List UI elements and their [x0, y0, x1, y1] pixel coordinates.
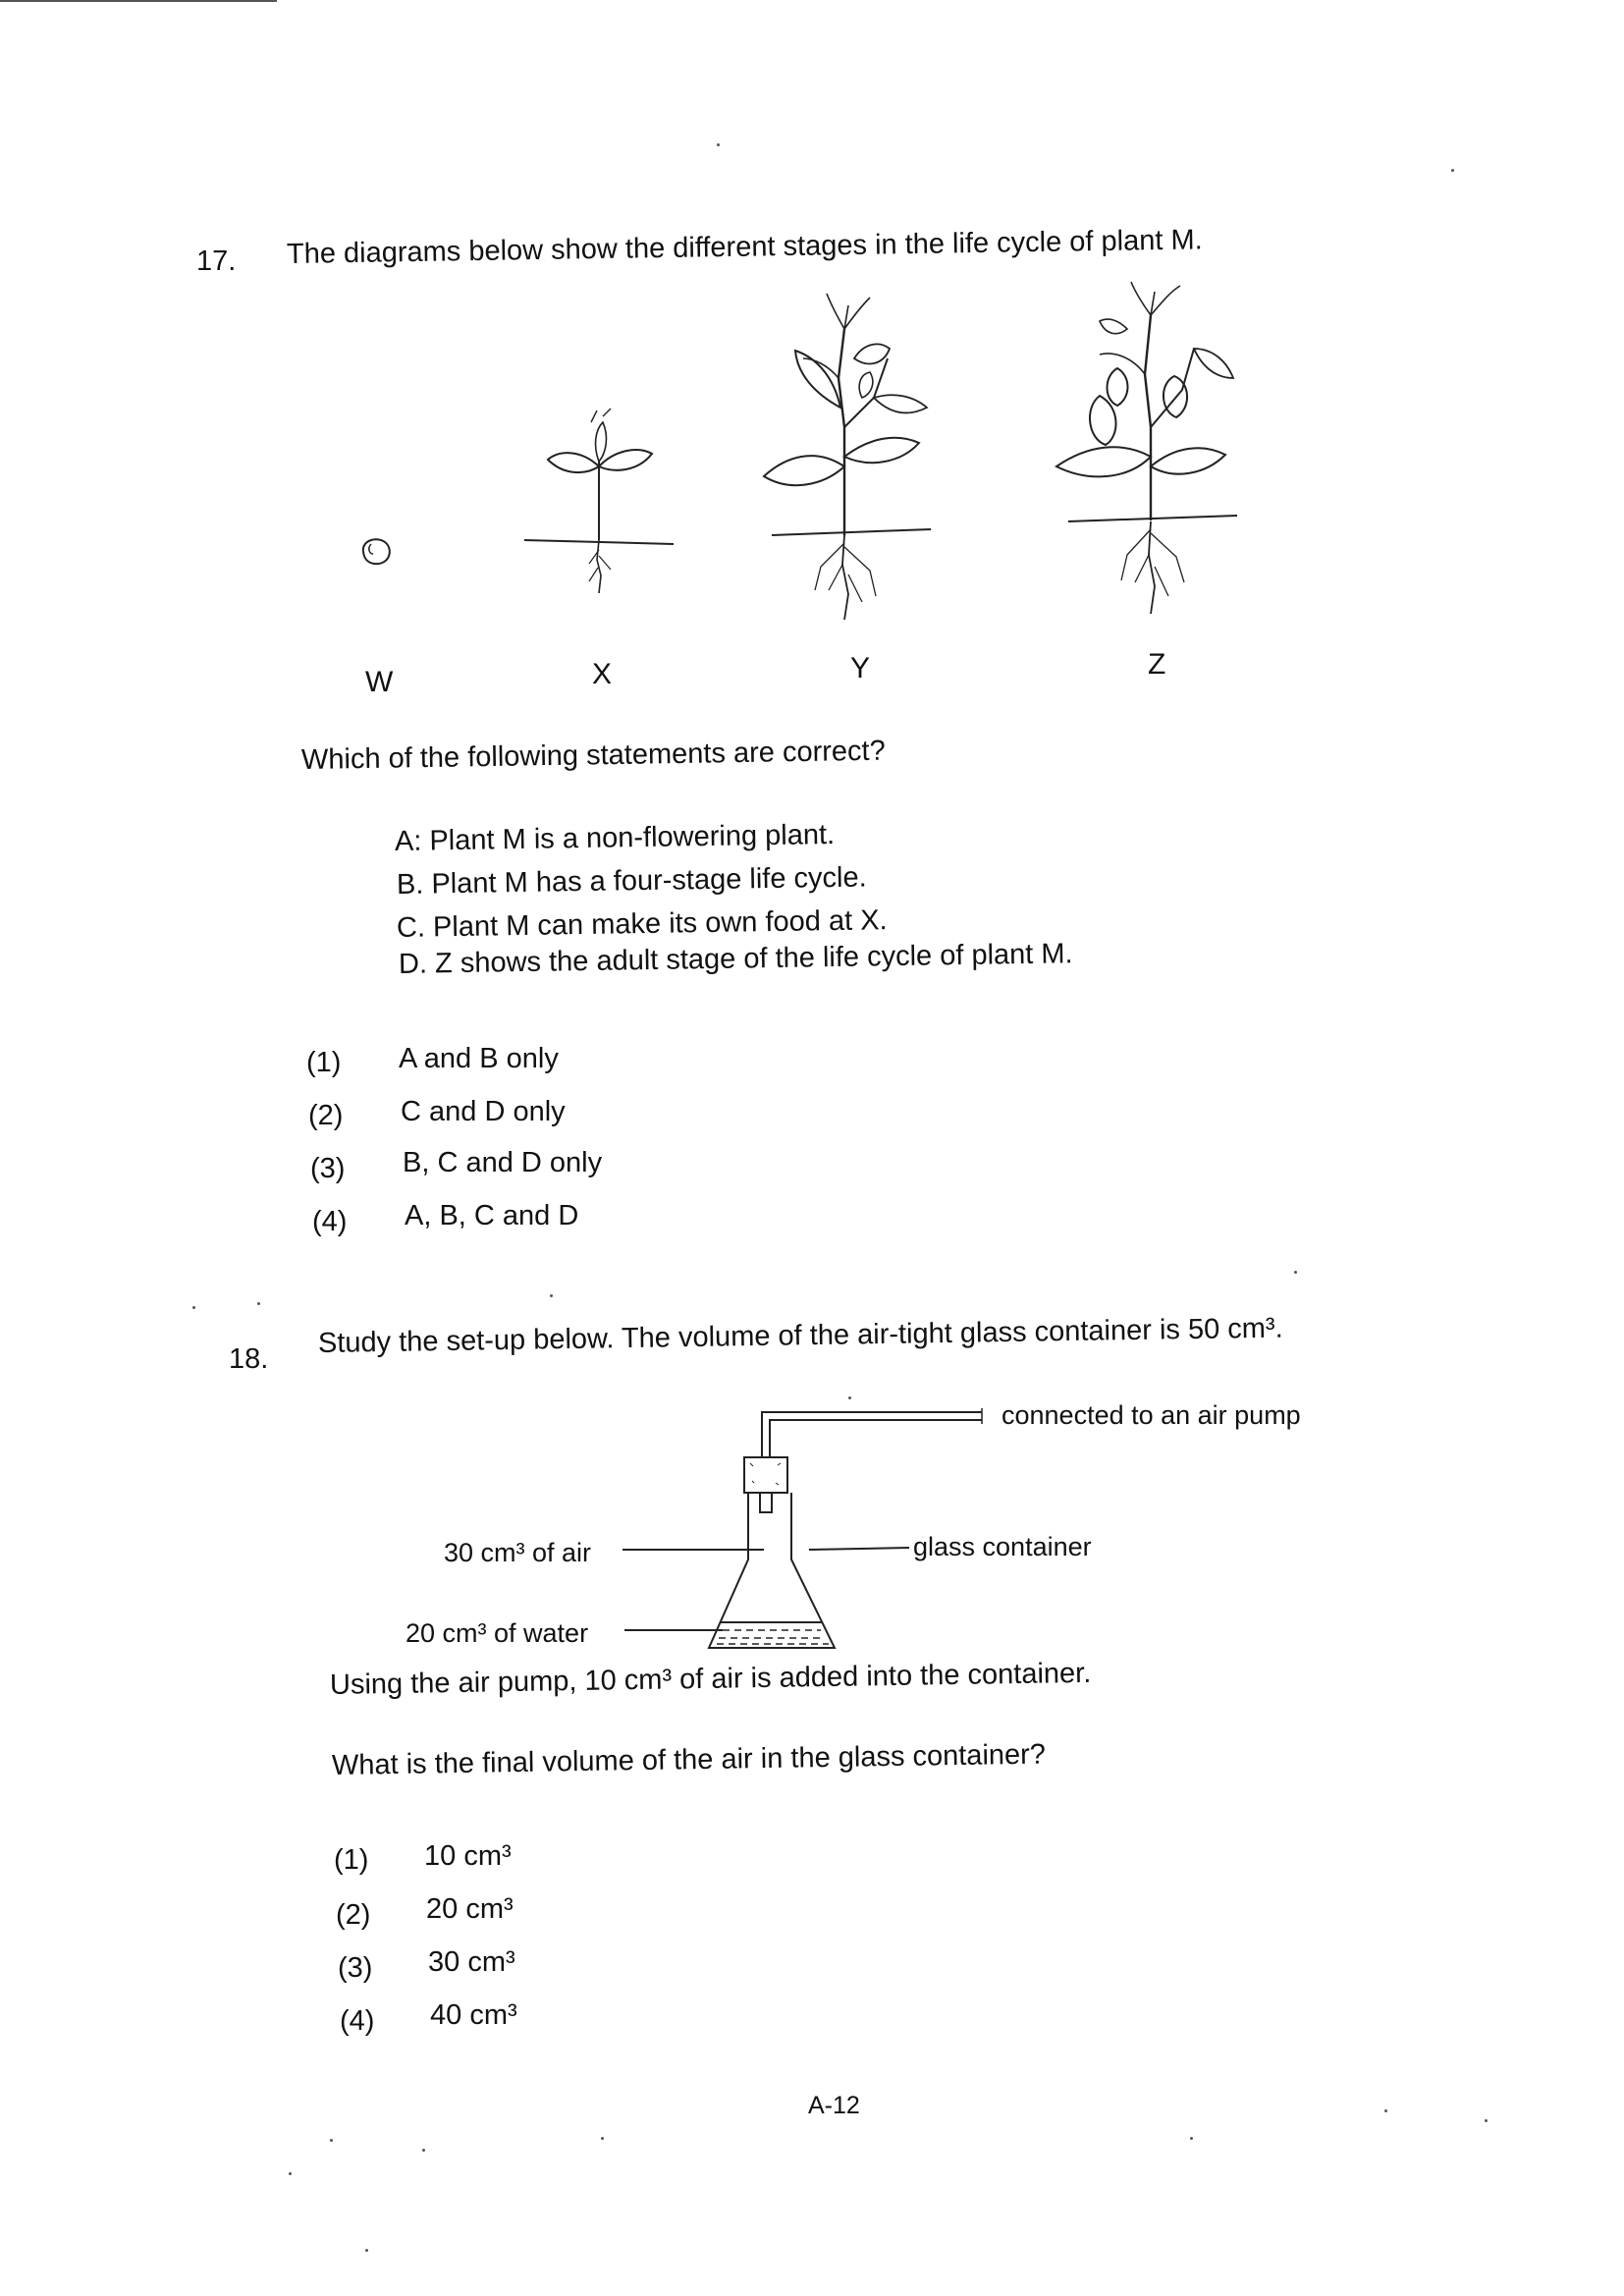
label-glass-container: glass container	[913, 1532, 1092, 1561]
q18-option-1-text: 10 cm³	[424, 1840, 512, 1872]
q18-number: 18.	[229, 1343, 269, 1375]
scan-speck	[330, 2139, 333, 2142]
q18-stem: Study the set-up below. The volume of the air-tight glass container is 50 cm³.	[317, 1312, 1283, 1359]
q18-option-2-number: (2)	[336, 1899, 371, 1931]
q17-prompt: Which of the following statements are correct?	[300, 735, 886, 776]
q17-option-2-text: C and D only	[401, 1096, 566, 1127]
scan-speck	[550, 1294, 553, 1297]
q17-option-4-number: (4)	[312, 1206, 348, 1237]
q17-statement-c: C. Plant M can make its own food at X.	[396, 904, 888, 944]
q18-option-4-text: 40 cm³	[430, 1999, 517, 2031]
q17-statement-b: B. Plant M has a four-stage life cycle.	[396, 861, 867, 901]
scan-speck	[1485, 2119, 1488, 2122]
scan-speck	[289, 2172, 292, 2175]
q18-prompt: What is the final volume of the air in the glass container?	[331, 1738, 1047, 1781]
q18-option-2-text: 20 cm³	[426, 1893, 514, 1925]
label-air-volume: 30 cm³ of air	[444, 1538, 592, 1567]
stage-y-plant-drawing	[746, 290, 943, 624]
scan-speck	[1294, 1271, 1297, 1274]
stage-label-w: W	[365, 666, 394, 698]
scan-speck	[717, 143, 720, 146]
page-number: A-12	[808, 2092, 860, 2119]
q18-option-4-number: (4)	[340, 2005, 375, 2037]
scan-speck	[365, 2249, 368, 2252]
scan-speck	[192, 1306, 195, 1309]
stage-z-plant-drawing	[1049, 280, 1245, 619]
q18-option-3-number: (3)	[338, 1952, 373, 1984]
stage-x-seedling-drawing	[520, 403, 687, 599]
label-air-pump: connected to an air pump	[1001, 1400, 1301, 1430]
q17-statement-a: A: Plant M is a non-flowering plant.	[394, 818, 836, 857]
scan-speck	[601, 2137, 604, 2140]
q18-info: Using the air pump, 10 cm³ of air is added into the container.	[329, 1657, 1092, 1701]
top-rule	[0, 0, 277, 2]
scan-speck	[848, 1396, 851, 1399]
stage-label-y: Y	[850, 652, 871, 684]
q17-option-3-text: B, C and D only	[403, 1147, 603, 1178]
scan-speck	[1384, 2109, 1387, 2112]
scan-speck	[422, 2149, 425, 2152]
stage-w-seed-drawing	[353, 530, 403, 574]
q17-statement-d: D. Z shows the adult stage of the life cycle of plant M.	[398, 938, 1073, 980]
q17-option-2-number: (2)	[308, 1100, 344, 1131]
stage-label-x: X	[592, 658, 613, 690]
q18-option-1-number: (1)	[334, 1844, 369, 1876]
stage-label-z: Z	[1148, 648, 1166, 681]
scan-speck	[257, 1302, 260, 1305]
q17-stem: The diagrams below show the different stages in the life cycle of plant M.	[286, 224, 1203, 270]
q17-number: 17.	[196, 246, 237, 277]
q17-option-1-number: (1)	[306, 1047, 342, 1078]
q17-option-4-text: A, B, C and D	[405, 1200, 579, 1231]
label-water-volume: 20 cm³ of water	[406, 1618, 589, 1648]
q17-option-1-text: A and B only	[399, 1043, 559, 1074]
scan-speck	[1190, 2137, 1193, 2140]
scan-speck	[1451, 169, 1454, 172]
q18-option-3-text: 30 cm³	[428, 1946, 515, 1978]
q17-option-3-number: (3)	[310, 1153, 346, 1184]
